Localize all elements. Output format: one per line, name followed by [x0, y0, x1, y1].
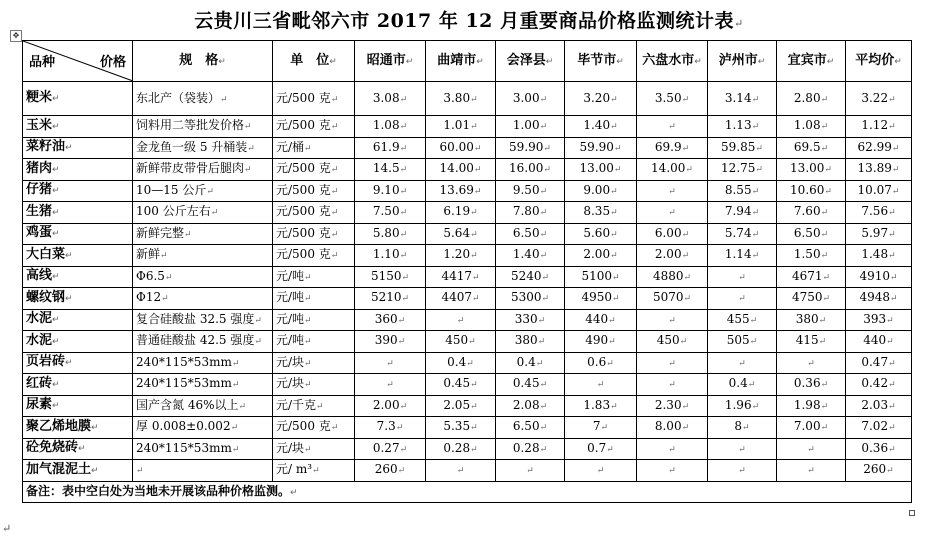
- unit-cell: 元/500 克↵: [273, 159, 355, 181]
- price-cell: 59.90↵: [565, 137, 637, 159]
- price-cell: ↵: [637, 180, 708, 202]
- price-cell: 7.50↵: [355, 202, 426, 224]
- unit-cell: 元/500 克↵: [273, 223, 355, 245]
- average-price-cell: 4910↵: [846, 266, 912, 288]
- price-cell: 5.64↵: [426, 223, 496, 245]
- average-price-cell: 440↵: [846, 331, 912, 353]
- item-name-cell: 聚乙烯地膜↵: [23, 417, 133, 439]
- city-header: 毕节市↵: [565, 41, 637, 82]
- price-cell: 8.55↵: [708, 180, 777, 202]
- spec-cell: 厚 0.008±0.002↵: [133, 417, 273, 439]
- unit-cell: 元/500 克↵: [273, 417, 355, 439]
- unit-cell: 元/吨↵: [273, 288, 355, 310]
- price-cell: ↵: [426, 460, 496, 482]
- price-cell: 16.00↵: [496, 159, 565, 181]
- price-cell: 4671↵: [777, 266, 846, 288]
- average-price-cell: 0.42↵: [846, 374, 912, 396]
- price-cell: 7.60↵: [777, 202, 846, 224]
- city-header: 宜宾市↵: [777, 41, 846, 82]
- price-cell: 8.35↵: [565, 202, 637, 224]
- table-row: [23, 309, 912, 331]
- average-price-cell: 5.97↵: [846, 223, 912, 245]
- price-cell: ↵: [637, 352, 708, 374]
- price-cell: 5100↵: [565, 266, 637, 288]
- unit-cell: 元/500 克↵: [273, 82, 355, 116]
- price-cell: 380↵: [777, 309, 846, 331]
- item-name-cell: 高线↵: [23, 266, 133, 288]
- average-price-cell: 0.36↵: [846, 438, 912, 460]
- price-cell: 7↵: [565, 417, 637, 439]
- price-cell: 2.00↵: [355, 395, 426, 417]
- price-cell: 0.6↵: [565, 352, 637, 374]
- unit-cell: 元/千克↵: [273, 395, 355, 417]
- price-table: [22, 40, 912, 503]
- price-cell: 1.50↵: [777, 245, 846, 267]
- table-resize-handle[interactable]: [909, 510, 915, 516]
- city-header: 泸州市↵: [708, 41, 777, 82]
- unit-cell: 元/500 克↵: [273, 202, 355, 224]
- table-row: [23, 137, 912, 159]
- table-move-handle-icon[interactable]: ✥: [10, 30, 22, 42]
- price-cell: ↵: [708, 460, 777, 482]
- price-cell: ↵: [355, 352, 426, 374]
- price-cell: 390↵: [355, 331, 426, 353]
- price-cell: 5.74↵: [708, 223, 777, 245]
- price-cell: 5.60↵: [565, 223, 637, 245]
- average-price-cell: 393↵: [846, 309, 912, 331]
- average-price-cell: 3.22↵: [846, 82, 912, 116]
- city-header: 昭通市↵: [355, 41, 426, 82]
- price-cell: 0.28↵: [496, 438, 565, 460]
- price-cell: 61.9↵: [355, 137, 426, 159]
- price-cell: 1.83↵: [565, 395, 637, 417]
- price-cell: 1.00↵: [496, 116, 565, 138]
- price-cell: 6.00↵: [637, 223, 708, 245]
- spec-header: 规 格↵: [133, 41, 273, 82]
- price-cell: 3.00↵: [496, 82, 565, 116]
- price-cell: ↵: [708, 288, 777, 310]
- item-name-cell: 菜籽油↵: [23, 137, 133, 159]
- price-cell: 450↵: [426, 331, 496, 353]
- price-cell: 7.3↵: [355, 417, 426, 439]
- unit-cell: 元/吨↵: [273, 331, 355, 353]
- spec-cell: 东北产（袋装）↵: [133, 82, 273, 116]
- average-price-cell: 13.89↵: [846, 159, 912, 181]
- average-price-cell: 7.56↵: [846, 202, 912, 224]
- price-cell: 59.85↵: [708, 137, 777, 159]
- price-cell: 13.00↵: [565, 159, 637, 181]
- price-cell: 10.60↵: [777, 180, 846, 202]
- price-cell: 6.50↵: [496, 417, 565, 439]
- spec-cell: 金龙鱼一级 5 升桶装↵: [133, 137, 273, 159]
- price-cell: 2.05↵: [426, 395, 496, 417]
- price-cell: 8↵: [708, 417, 777, 439]
- unit-cell: 元/块↵: [273, 374, 355, 396]
- spec-cell: 10—15 公斤↵: [133, 180, 273, 202]
- average-price-cell: 1.48↵: [846, 245, 912, 267]
- page-title: [0, 6, 938, 33]
- table-row: [23, 374, 912, 396]
- unit-cell: 元/ m³↵: [273, 460, 355, 482]
- price-cell: 2.30↵: [637, 395, 708, 417]
- price-cell: 4950↵: [565, 288, 637, 310]
- price-cell: 5240↵: [496, 266, 565, 288]
- average-price-cell: 4948↵: [846, 288, 912, 310]
- unit-cell: 元/块↵: [273, 352, 355, 374]
- price-cell: 69.5↵: [777, 137, 846, 159]
- table-row: [23, 352, 912, 374]
- price-cell: 14.00↵: [426, 159, 496, 181]
- item-name-cell: 仔猪↵: [23, 180, 133, 202]
- price-header: 价格: [99, 55, 126, 70]
- price-cell: ↵: [708, 438, 777, 460]
- price-cell: ↵: [496, 460, 565, 482]
- price-cell: 6.50↵: [496, 223, 565, 245]
- average-price-cell: 260↵: [846, 460, 912, 482]
- price-cell: 13.69↵: [426, 180, 496, 202]
- price-cell: 0.4↵: [708, 374, 777, 396]
- price-cell: ↵: [637, 374, 708, 396]
- price-cell: 0.45↵: [426, 374, 496, 396]
- price-cell: 0.36↵: [777, 374, 846, 396]
- price-cell: 2.00↵: [565, 245, 637, 267]
- price-cell: ↵: [708, 352, 777, 374]
- price-cell: 4750↵: [777, 288, 846, 310]
- average-price-cell: 10.07↵: [846, 180, 912, 202]
- table-row: [23, 395, 912, 417]
- item-name-cell: 生猪↵: [23, 202, 133, 224]
- price-cell: 5150↵: [355, 266, 426, 288]
- table-row: [23, 266, 912, 288]
- price-cell: ↵: [565, 460, 637, 482]
- price-cell: ↵: [637, 309, 708, 331]
- city-header: 曲靖市↵: [426, 41, 496, 82]
- note-row: [23, 481, 912, 503]
- unit-cell: 元/500 克↵: [273, 245, 355, 267]
- price-cell: 1.98↵: [777, 395, 846, 417]
- price-cell: 0.45↵: [496, 374, 565, 396]
- price-cell: 455↵: [708, 309, 777, 331]
- price-cell: 0.28↵: [426, 438, 496, 460]
- price-cell: ↵: [637, 460, 708, 482]
- average-price-cell: 1.12↵: [846, 116, 912, 138]
- end-paragraph-mark: ↵: [2, 522, 12, 535]
- spec-cell: Φ12↵: [133, 288, 273, 310]
- spec-cell: 新鲜↵: [133, 245, 273, 267]
- spec-cell: 240*115*53mm↵: [133, 438, 273, 460]
- item-name-cell: 水泥↵: [23, 309, 133, 331]
- unit-cell: 元/块↵: [273, 438, 355, 460]
- price-cell: 14.00↵: [637, 159, 708, 181]
- item-name-cell: 猪肉↵: [23, 159, 133, 181]
- table-row: [23, 159, 912, 181]
- price-cell: ↵: [777, 460, 846, 482]
- unit-header: 单 位↵: [273, 41, 355, 82]
- price-cell: 1.13↵: [708, 116, 777, 138]
- price-cell: 3.08↵: [355, 82, 426, 116]
- price-cell: 4417↵: [426, 266, 496, 288]
- price-cell: 9.50↵: [496, 180, 565, 202]
- table-row: [23, 223, 912, 245]
- price-cell: 9.10↵: [355, 180, 426, 202]
- city-header: 会泽县↵: [496, 41, 565, 82]
- price-cell: 59.90↵: [496, 137, 565, 159]
- table-row: [23, 417, 912, 439]
- price-cell: 3.50↵: [637, 82, 708, 116]
- spec-cell: 新鲜完整↵: [133, 223, 273, 245]
- spec-cell: ↵: [133, 460, 273, 482]
- spec-cell: 饲料用二等批发价格↵: [133, 116, 273, 138]
- price-cell: 7.00↵: [777, 417, 846, 439]
- price-cell: 1.40↵: [496, 245, 565, 267]
- spec-cell: Φ6.5↵: [133, 266, 273, 288]
- price-cell: ↵: [777, 352, 846, 374]
- spec-cell: 240*115*53mm↵: [133, 374, 273, 396]
- item-name-cell: 尿素↵: [23, 395, 133, 417]
- price-cell: 60.00↵: [426, 137, 496, 159]
- item-header: 品种: [29, 55, 56, 70]
- price-cell: 360↵: [355, 309, 426, 331]
- price-cell: 6.19↵: [426, 202, 496, 224]
- price-cell: 12.75↵: [708, 159, 777, 181]
- item-name-cell: 粳米↵: [23, 82, 133, 116]
- table-row: [23, 82, 912, 116]
- spec-cell: 国产含氮 46%以上↵: [133, 395, 273, 417]
- spec-cell: 100 公斤左右↵: [133, 202, 273, 224]
- price-cell: 0.4↵: [426, 352, 496, 374]
- price-cell: 1.01↵: [426, 116, 496, 138]
- item-name-cell: 螺纹钢↵: [23, 288, 133, 310]
- price-cell: ↵: [777, 438, 846, 460]
- city-header: 六盘水市↵: [637, 41, 708, 82]
- price-cell: 3.14↵: [708, 82, 777, 116]
- price-cell: 2.80↵: [777, 82, 846, 116]
- table-body: [23, 41, 912, 503]
- price-cell: 7.80↵: [496, 202, 565, 224]
- table-row: [23, 245, 912, 267]
- item-name-cell: 红砖↵: [23, 374, 133, 396]
- price-cell: 1.20↵: [426, 245, 496, 267]
- price-cell: 5210↵: [355, 288, 426, 310]
- price-cell: 8.00↵: [637, 417, 708, 439]
- price-cell: 440↵: [565, 309, 637, 331]
- price-cell: 4880↵: [637, 266, 708, 288]
- spec-cell: 普通硅酸盐 42.5 强度↵: [133, 331, 273, 353]
- price-cell: 415↵: [777, 331, 846, 353]
- average-price-cell: 0.47↵: [846, 352, 912, 374]
- title-text: 云贵川三省毗邻六市 2017 年 12 月重要商品价格监测统计表: [194, 10, 735, 32]
- price-cell: 4407↵: [426, 288, 496, 310]
- item-name-cell: 玉米↵: [23, 116, 133, 138]
- item-name-cell: 页岩砖↵: [23, 352, 133, 374]
- price-cell: ↵: [355, 374, 426, 396]
- unit-cell: 元/吨↵: [273, 266, 355, 288]
- item-name-cell: 砼免烧砖↵: [23, 438, 133, 460]
- price-cell: ↵: [708, 266, 777, 288]
- unit-cell: 元/桶↵: [273, 137, 355, 159]
- price-cell: 1.08↵: [355, 116, 426, 138]
- price-cell: 490↵: [565, 331, 637, 353]
- table-row: [23, 288, 912, 310]
- unit-cell: 元/吨↵: [273, 309, 355, 331]
- price-cell: 5.80↵: [355, 223, 426, 245]
- table-row: [23, 438, 912, 460]
- spec-cell: 复合硅酸盐 32.5 强度↵: [133, 309, 273, 331]
- spec-cell: 新鲜带皮带骨后腿肉↵: [133, 159, 273, 181]
- price-cell: 0.4↵: [496, 352, 565, 374]
- price-cell: ↵: [637, 438, 708, 460]
- table-row: [23, 202, 912, 224]
- price-cell: ↵: [426, 309, 496, 331]
- price-cell: 2.08↵: [496, 395, 565, 417]
- paragraph-mark: ↵: [734, 17, 744, 30]
- price-cell: 1.14↵: [708, 245, 777, 267]
- average-price-cell: 62.99↵: [846, 137, 912, 159]
- price-cell: 3.20↵: [565, 82, 637, 116]
- price-cell: 5.35↵: [426, 417, 496, 439]
- note-cell: 备注：表中空白处为当地未开展该品种价格监测。↵: [23, 481, 912, 503]
- unit-cell: 元/500 克↵: [273, 180, 355, 202]
- price-cell: 2.00↵: [637, 245, 708, 267]
- price-cell: 260↵: [355, 460, 426, 482]
- price-cell: 69.9↵: [637, 137, 708, 159]
- price-cell: 6.50↵: [777, 223, 846, 245]
- price-cell: ↵: [565, 374, 637, 396]
- price-cell: 1.10↵: [355, 245, 426, 267]
- price-cell: ↵: [637, 202, 708, 224]
- spec-cell: 240*115*53mm↵: [133, 352, 273, 374]
- price-cell: 5070↵: [637, 288, 708, 310]
- price-cell: 14.5↵: [355, 159, 426, 181]
- item-name-cell: 鸡蛋↵: [23, 223, 133, 245]
- unit-cell: 元/500 克↵: [273, 116, 355, 138]
- table-row: [23, 116, 912, 138]
- price-cell: 0.27↵: [355, 438, 426, 460]
- price-cell: 330↵: [496, 309, 565, 331]
- item-name-cell: 加气混泥土↵: [23, 460, 133, 482]
- item-name-cell: 大白菜↵: [23, 245, 133, 267]
- item-name-cell: 水泥↵: [23, 331, 133, 353]
- table-row: [23, 180, 912, 202]
- price-cell: 7.94↵: [708, 202, 777, 224]
- price-cell: 13.00↵: [777, 159, 846, 181]
- price-cell: 0.7↵: [565, 438, 637, 460]
- price-cell: 1.40↵: [565, 116, 637, 138]
- table-row: [23, 460, 912, 482]
- price-cell: 505↵: [708, 331, 777, 353]
- average-price-cell: 7.02↵: [846, 417, 912, 439]
- price-cell: 380↵: [496, 331, 565, 353]
- price-cell: 1.08↵: [777, 116, 846, 138]
- average-price-cell: 2.03↵: [846, 395, 912, 417]
- diagonal-header-cell: [23, 41, 133, 82]
- table-row: [23, 331, 912, 353]
- header-row: [23, 41, 912, 82]
- price-cell: 3.80↵: [426, 82, 496, 116]
- average-header: 平均价↵: [846, 41, 912, 82]
- price-cell: ↵: [637, 116, 708, 138]
- price-cell: 9.00↵: [565, 180, 637, 202]
- price-cell: 1.96↵: [708, 395, 777, 417]
- price-cell: 5300↵: [496, 288, 565, 310]
- price-cell: 450↵: [637, 331, 708, 353]
